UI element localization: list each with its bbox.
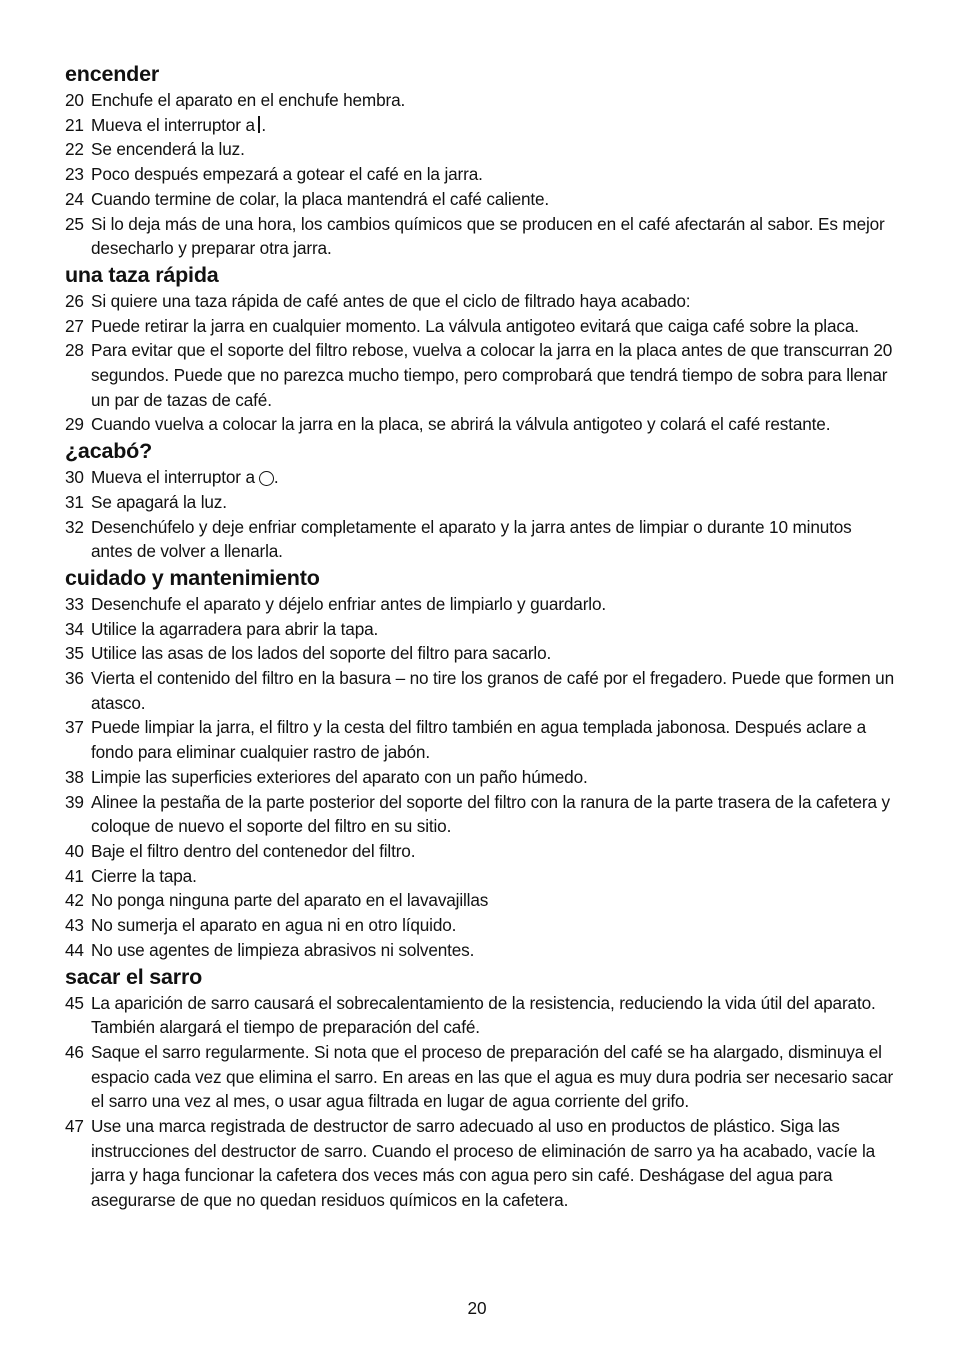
item-number: 24: [65, 188, 84, 209]
item-number: 41: [65, 865, 84, 886]
item-text: No sumerja el aparato en agua ni en otro líquido.: [91, 915, 457, 936]
section-una-taza-rapida: [65, 261, 895, 437]
item-text: Cierre la tapa.: [91, 865, 197, 886]
item-text: Use una marca registrada de destructor de sarro adecuado al uso en productos de plástico. Siga las instrucciones del destructor de sarro. Cuando el proceso de eliminación de sarro ya ha acabado, vacíe la jarra y haga funcionar la cafetera dos veces más con agua pero sin café. Deshágase del agua para asegurarse de que no quedan residuos químicos en la cafetera.: [91, 1116, 876, 1211]
item-number: 44: [65, 939, 84, 960]
item-number: 31: [65, 491, 84, 512]
manual-page: [65, 60, 895, 1213]
item-number: 28: [65, 340, 84, 361]
item-number: 26: [65, 290, 84, 311]
list-item: [65, 137, 895, 162]
item-text: Para evitar que el soporte del filtro rebose, vuelva a colocar la jarra en la placa antes de que transcurran 20 segundos. Puede que no parezca mucho tiempo, pero comprobará que tendrá tiempo de sobra para llenar un par de tazas de café.: [91, 340, 893, 410]
item-number: 45: [65, 992, 84, 1013]
item-number: 47: [65, 1116, 84, 1137]
item-text: Mueva el interruptor a: [91, 114, 255, 135]
list-item: [65, 465, 895, 490]
item-text-after: .: [261, 114, 267, 135]
list-item: [65, 212, 895, 261]
item-number: 27: [65, 315, 84, 336]
item-text: Enchufe el aparato en el enchufe hembra.: [91, 90, 406, 110]
section-heading: ¿acabó?: [65, 439, 153, 464]
item-text: Puede retirar la jarra en cualquier momento. La válvula antigoteo evitará que caiga café sobre la placa.: [91, 315, 859, 336]
item-text: Baje el filtro dentro del contenedor del filtro.: [91, 840, 416, 861]
item-text: No use agentes de limpieza abrasivos ni solventes.: [91, 939, 475, 960]
list-item: [65, 113, 895, 138]
section-cuidado-y-mantenimiento: [65, 564, 895, 963]
item-text: Se apagará la luz.: [91, 491, 227, 512]
item-number: 42: [65, 890, 84, 911]
item-text: Cuando termine de colar, la placa mantendrá el café caliente.: [91, 188, 550, 209]
list-item: [65, 289, 895, 314]
list-item: [65, 1114, 895, 1213]
item-text: Poco después empezará a gotear el café en la jarra.: [91, 164, 483, 185]
list-item: [65, 765, 895, 790]
item-number: 25: [65, 213, 84, 234]
item-text: No ponga ninguna parte del aparato en el lavavajillas: [91, 890, 489, 911]
item-text-after: .: [273, 467, 279, 488]
list-item: [65, 187, 895, 212]
list-item: [65, 715, 895, 764]
item-number: 29: [65, 414, 84, 435]
item-number: 22: [65, 139, 84, 160]
list-item: [65, 864, 895, 889]
item-text: Si quiere una taza rápida de café antes de que el ciclo de filtrado haya acabado:: [91, 290, 691, 311]
item-number: 38: [65, 766, 84, 787]
list-item: [65, 490, 895, 515]
list-item: [65, 338, 895, 412]
item-number: 23: [65, 164, 84, 185]
section-encender: [65, 60, 895, 261]
item-number: 39: [65, 791, 84, 812]
list-item: [65, 888, 895, 913]
item-text: Saque el sarro regularmente. Si nota que el proceso de preparación del café se ha alargado, disminuya el espacio cada vez que elimina el sarro. En areas en las que el agua es muy dura podria ser necesario sacar el sarro una vez al mes, o usar agua filtrada en lugar de agua corriente del grifo.: [91, 1041, 894, 1112]
item-number: 46: [65, 1041, 84, 1062]
page-number: 20: [467, 1298, 487, 1318]
item-text: Desenchufe el aparato y déjelo enfriar antes de limpiarlo y guardarlo.: [91, 593, 606, 614]
item-text: Limpie las superficies exteriores del aparato con un paño húmedo.: [91, 766, 588, 787]
list-item: [65, 617, 895, 642]
item-text: Puede limpiar la jarra, el filtro y la cesta del filtro también en agua templada jabonosa. Después aclare a fondo para eliminar cualquier rastro de jabón.: [91, 717, 867, 763]
item-text: Desenchúfelo y deje enfriar completamente el aparato y la jarra antes de limpiar o durante 10 minutos antes de volver a llenarla.: [91, 516, 852, 562]
list-item: [65, 314, 895, 339]
list-item: [65, 641, 895, 666]
switch-off-circle-icon: [259, 471, 274, 486]
list-item: [65, 913, 895, 938]
list-item: [65, 162, 895, 187]
list-item: [65, 839, 895, 864]
list-item: [65, 790, 895, 839]
section-heading: sacar el sarro: [65, 964, 203, 989]
list-item: [65, 592, 895, 617]
list-item: [65, 515, 895, 564]
list-item: [65, 938, 895, 963]
list-item: [65, 88, 895, 113]
item-text: Utilice la agarradera para abrir la tapa.: [91, 618, 379, 639]
section-heading: cuidado y mantenimiento: [65, 565, 320, 590]
item-number: 21: [65, 114, 84, 135]
item-text: Se encenderá la luz.: [91, 139, 245, 160]
item-number: 43: [65, 915, 84, 936]
section-heading: una taza rápida: [65, 262, 219, 287]
item-number: 34: [65, 618, 84, 639]
item-text: Mueva el interruptor a: [91, 467, 255, 488]
list-item: [65, 666, 895, 715]
list-item: [65, 412, 895, 437]
item-number: 35: [65, 643, 84, 664]
item-text: Utilice las asas de los lados del soporte del filtro para sacarlo.: [91, 643, 552, 664]
item-number: 40: [65, 840, 84, 861]
item-text: Si lo deja más de una hora, los cambios químicos que se producen en el café afectarán al sabor. Es mejor desecharlo y preparar otra jarra.: [91, 213, 885, 259]
item-text: Alinee la pestaña de la parte posterior del soporte del filtro con la ranura de la parte trasera de la cafetera y coloque de nuevo el soporte del filtro en su sitio.: [91, 791, 890, 837]
item-number: 30: [65, 467, 84, 488]
item-number: 20: [65, 90, 84, 110]
section-acabo: [65, 437, 895, 564]
item-number: 37: [65, 717, 84, 738]
item-number: 32: [65, 516, 84, 537]
item-number: 36: [65, 668, 84, 689]
item-text: Cuando vuelva a colocar la jarra en la placa, se abrirá la válvula antigoteo y colará el café restante.: [91, 414, 831, 435]
list-item: [65, 1040, 895, 1114]
section-heading: encender: [65, 62, 159, 86]
section-sacar-el-sarro: [65, 963, 895, 1213]
item-number: 33: [65, 593, 84, 614]
item-text: Vierta el contenido del filtro en la basura – no tire los granos de café por el fregadero. Puede que formen un atasco.: [91, 668, 894, 713]
item-text: La aparición de sarro causará el sobrecalentamiento de la resistencia, reduciendo la vida útil del aparato. También alargará el tiempo de preparación del café.: [91, 992, 876, 1038]
list-item: [65, 991, 895, 1040]
